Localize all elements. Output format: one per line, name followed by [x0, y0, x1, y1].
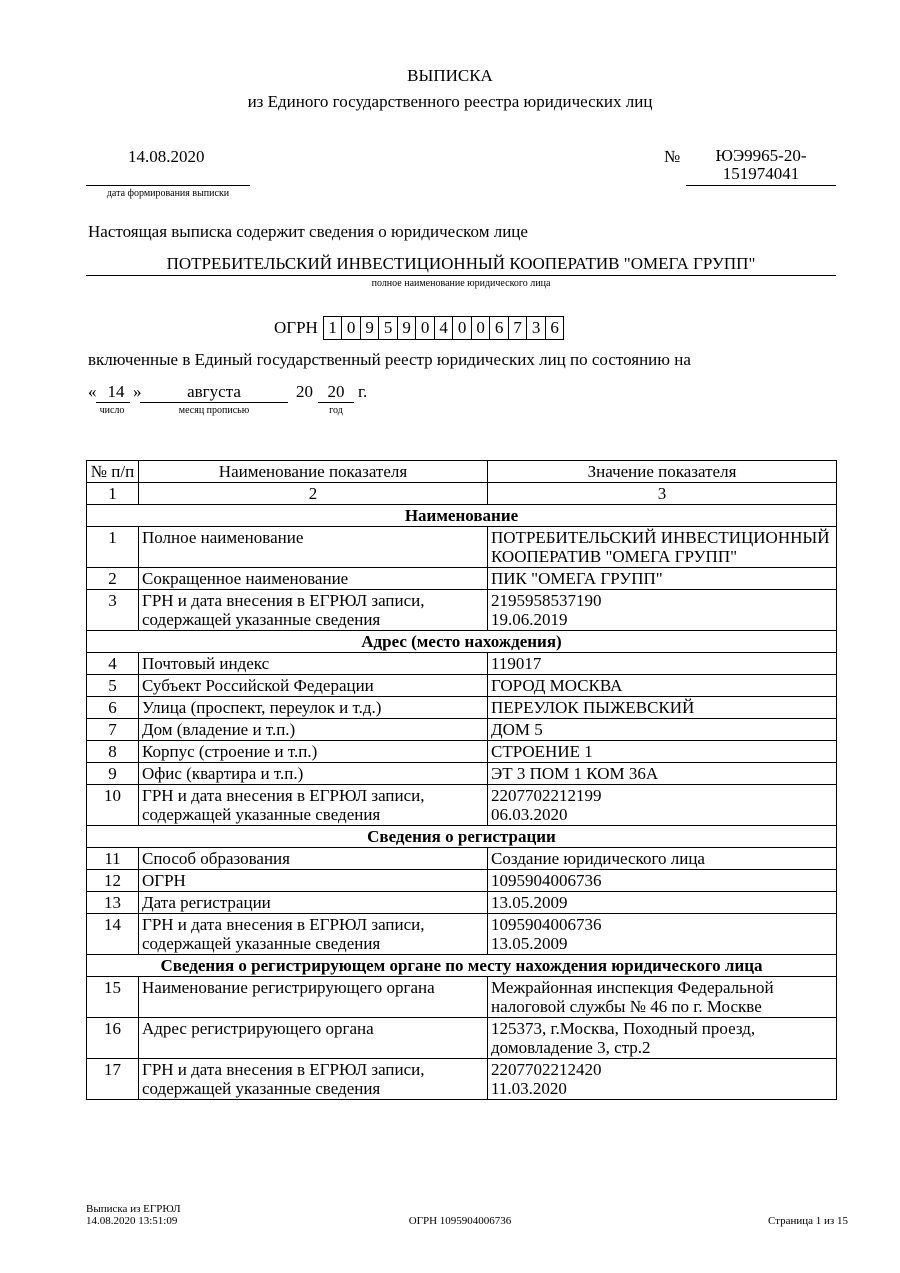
section-row [87, 826, 837, 848]
row-value: ГОРОД МОСКВА [488, 675, 837, 697]
row-value: 119017 [488, 653, 837, 675]
table-row [87, 568, 837, 590]
row-number: 3 [87, 590, 139, 631]
ogrn-block [274, 316, 564, 340]
row-indicator: Наименование регистрирующего органа [139, 977, 488, 1018]
row-value: ПОТРЕБИТЕЛЬСКИЙ ИНВЕСТИЦИОННЫЙ КООПЕРАТИВ "ОМЕГА ГРУПП" [488, 527, 837, 568]
year-suffix: 20 [327, 382, 345, 401]
footer-doc-name: Выписка из ЕГРЮЛ [86, 1203, 181, 1215]
ogrn-digit: 3 [526, 316, 546, 340]
table-header-row [87, 461, 837, 483]
footer-timestamp: 14.08.2020 13:51:09 [86, 1215, 178, 1227]
ogrn-digit: 7 [508, 316, 528, 340]
row-value: ДОМ 5 [488, 719, 837, 741]
row-indicator: ГРН и дата внесения в ЕГРЮЛ записи, содержащей указанные сведения [139, 590, 488, 631]
table-row [87, 1018, 837, 1059]
row-value: ЭТ 3 ПОМ 1 КОМ 36А [488, 763, 837, 785]
org-full-name: ПОТРЕБИТЕЛЬСКИЙ ИНВЕСТИЦИОННЫЙ КООПЕРАТИВ "ОМЕГА ГРУПП" [166, 254, 756, 273]
table-row [87, 675, 837, 697]
row-value: Создание юридического лица [488, 848, 837, 870]
row-indicator: ГРН и дата внесения в ЕГРЮЛ записи, содержащей указанные сведения [139, 1059, 488, 1100]
date-underline [86, 185, 250, 186]
table-row [87, 719, 837, 741]
row-value: 2195958537190 19.06.2019 [488, 590, 837, 631]
table-row [87, 977, 837, 1018]
footer-page: Страница 1 из 15 [767, 1215, 848, 1227]
section-title: Сведения о регистрации [87, 826, 837, 848]
row-number: 7 [87, 719, 139, 741]
issue-date-caption: дата формирования выписки [106, 188, 230, 199]
month-value: августа [187, 382, 241, 401]
row-value: 2207702212420 11.03.2020 [488, 1059, 837, 1100]
ogrn-digit: 6 [545, 316, 565, 340]
row-indicator: Дата регистрации [139, 892, 488, 914]
row-indicator: Полное наименование [139, 527, 488, 568]
row-indicator: Улица (проспект, переулок и т.д.) [139, 697, 488, 719]
document-subtitle: из Единого государственного реестра юридических лиц [247, 92, 653, 111]
row-number: 5 [87, 675, 139, 697]
year-unit: г. [358, 382, 368, 401]
section-title: Адрес (место нахождения) [87, 631, 837, 653]
row-value: 13.05.2009 [488, 892, 837, 914]
row-number: 6 [87, 697, 139, 719]
org-name-underline [86, 275, 836, 276]
header-value: Значение показателя [488, 461, 837, 483]
section-row [87, 955, 837, 977]
ogrn-digit: 1 [323, 316, 343, 340]
ogrn-digit: 0 [471, 316, 491, 340]
month-caption: месяц прописью [178, 405, 250, 416]
colnum-2: 2 [139, 483, 488, 505]
row-indicator: Корпус (строение и т.п.) [139, 741, 488, 763]
extract-number-line2: 151974041 [722, 164, 800, 183]
colnum-1: 1 [87, 483, 139, 505]
extract-number [686, 147, 836, 183]
row-indicator: Способ образования [139, 848, 488, 870]
day-caption: число [99, 405, 125, 416]
table-row [87, 527, 837, 568]
row-number: 1 [87, 527, 139, 568]
row-value: Межрайонная инспекция Федеральной налоговой службы № 46 по г. Москве [488, 977, 837, 1018]
colnum-3: 3 [488, 483, 837, 505]
close-quote: » [133, 382, 142, 401]
row-indicator: ГРН и дата внесения в ЕГРЮЛ записи, содержащей указанные сведения [139, 785, 488, 826]
row-value: 125373, г.Москва, Походный проезд, домовладение 3, стр.2 [488, 1018, 837, 1059]
row-number: 11 [87, 848, 139, 870]
ogrn-digit: 0 [452, 316, 472, 340]
table-row [87, 1059, 837, 1100]
issue-date: 14.08.2020 [128, 147, 205, 166]
ogrn-digit: 9 [360, 316, 380, 340]
row-number: 16 [87, 1018, 139, 1059]
row-number: 10 [87, 785, 139, 826]
row-indicator: Почтовый индекс [139, 653, 488, 675]
row-number: 9 [87, 763, 139, 785]
table-row [87, 870, 837, 892]
year-prefix: 20 [296, 382, 313, 401]
number-sign: № [664, 147, 681, 166]
number-underline [686, 185, 836, 186]
day-value: 14 [107, 382, 125, 401]
extract-number-line1: ЮЭ9965-20- [715, 146, 807, 165]
section-title: Сведения о регистрирующем органе по месту нахождения юридического лица [87, 955, 837, 977]
table-row [87, 785, 837, 826]
section-title: Наименование [87, 505, 837, 527]
row-indicator: Сокращенное наименование [139, 568, 488, 590]
table-colnum-row [87, 483, 837, 505]
table-row [87, 653, 837, 675]
row-value: ПИК "ОМЕГА ГРУПП" [488, 568, 837, 590]
row-number: 15 [87, 977, 139, 1018]
header-indicator: Наименование показателя [139, 461, 488, 483]
table-row [87, 892, 837, 914]
ogrn-digit: 6 [489, 316, 509, 340]
row-number: 2 [87, 568, 139, 590]
header-number: № п/п [87, 461, 139, 483]
row-number: 14 [87, 914, 139, 955]
row-value: 1095904006736 13.05.2009 [488, 914, 837, 955]
row-number: 4 [87, 653, 139, 675]
row-indicator: Офис (квартира и т.п.) [139, 763, 488, 785]
document-title: ВЫПИСКА [407, 66, 493, 85]
section-row [87, 505, 837, 527]
ogrn-label: ОГРН [274, 318, 318, 337]
row-indicator: ГРН и дата внесения в ЕГРЮЛ записи, содержащей указанные сведения [139, 914, 488, 955]
table-row [87, 914, 837, 955]
table-row [87, 697, 837, 719]
day-underline [96, 402, 130, 403]
row-number: 13 [87, 892, 139, 914]
row-value: 1095904006736 [488, 870, 837, 892]
ogrn-digit: 9 [397, 316, 417, 340]
ogrn-digit: 0 [341, 316, 361, 340]
table-row [87, 741, 837, 763]
section-row [87, 631, 837, 653]
row-number: 12 [87, 870, 139, 892]
intro-text: Настоящая выписка содержит сведения о юридическом лице [88, 222, 528, 241]
table-body [87, 461, 837, 1100]
table-row [87, 763, 837, 785]
footer-ogrn: ОГРН 1095904006736 [408, 1215, 512, 1227]
table-row [87, 848, 837, 870]
row-number: 17 [87, 1059, 139, 1100]
included-text: включенные в Единый государственный реестр юридических лиц по состоянию на [88, 350, 691, 369]
row-indicator: ОГРН [139, 870, 488, 892]
row-value: СТРОЕНИЕ 1 [488, 741, 837, 763]
row-number: 8 [87, 741, 139, 763]
org-name-caption: полное наименование юридического лица [371, 278, 551, 289]
year-caption: год [329, 405, 343, 416]
row-indicator: Дом (владение и т.п.) [139, 719, 488, 741]
month-underline [140, 402, 288, 403]
row-value: ПЕРЕУЛОК ПЫЖЕВСКИЙ [488, 697, 837, 719]
ogrn-digit: 5 [378, 316, 398, 340]
year-underline [318, 402, 354, 403]
row-value: 2207702212199 06.03.2020 [488, 785, 837, 826]
egrul-table [86, 460, 837, 1100]
row-indicator: Адрес регистрирующего органа [139, 1018, 488, 1059]
ogrn-digit: 0 [415, 316, 435, 340]
open-quote: « [88, 382, 97, 401]
row-indicator: Субъект Российской Федерации [139, 675, 488, 697]
ogrn-digit-boxes [324, 316, 565, 340]
table-row [87, 590, 837, 631]
ogrn-digit: 4 [434, 316, 454, 340]
